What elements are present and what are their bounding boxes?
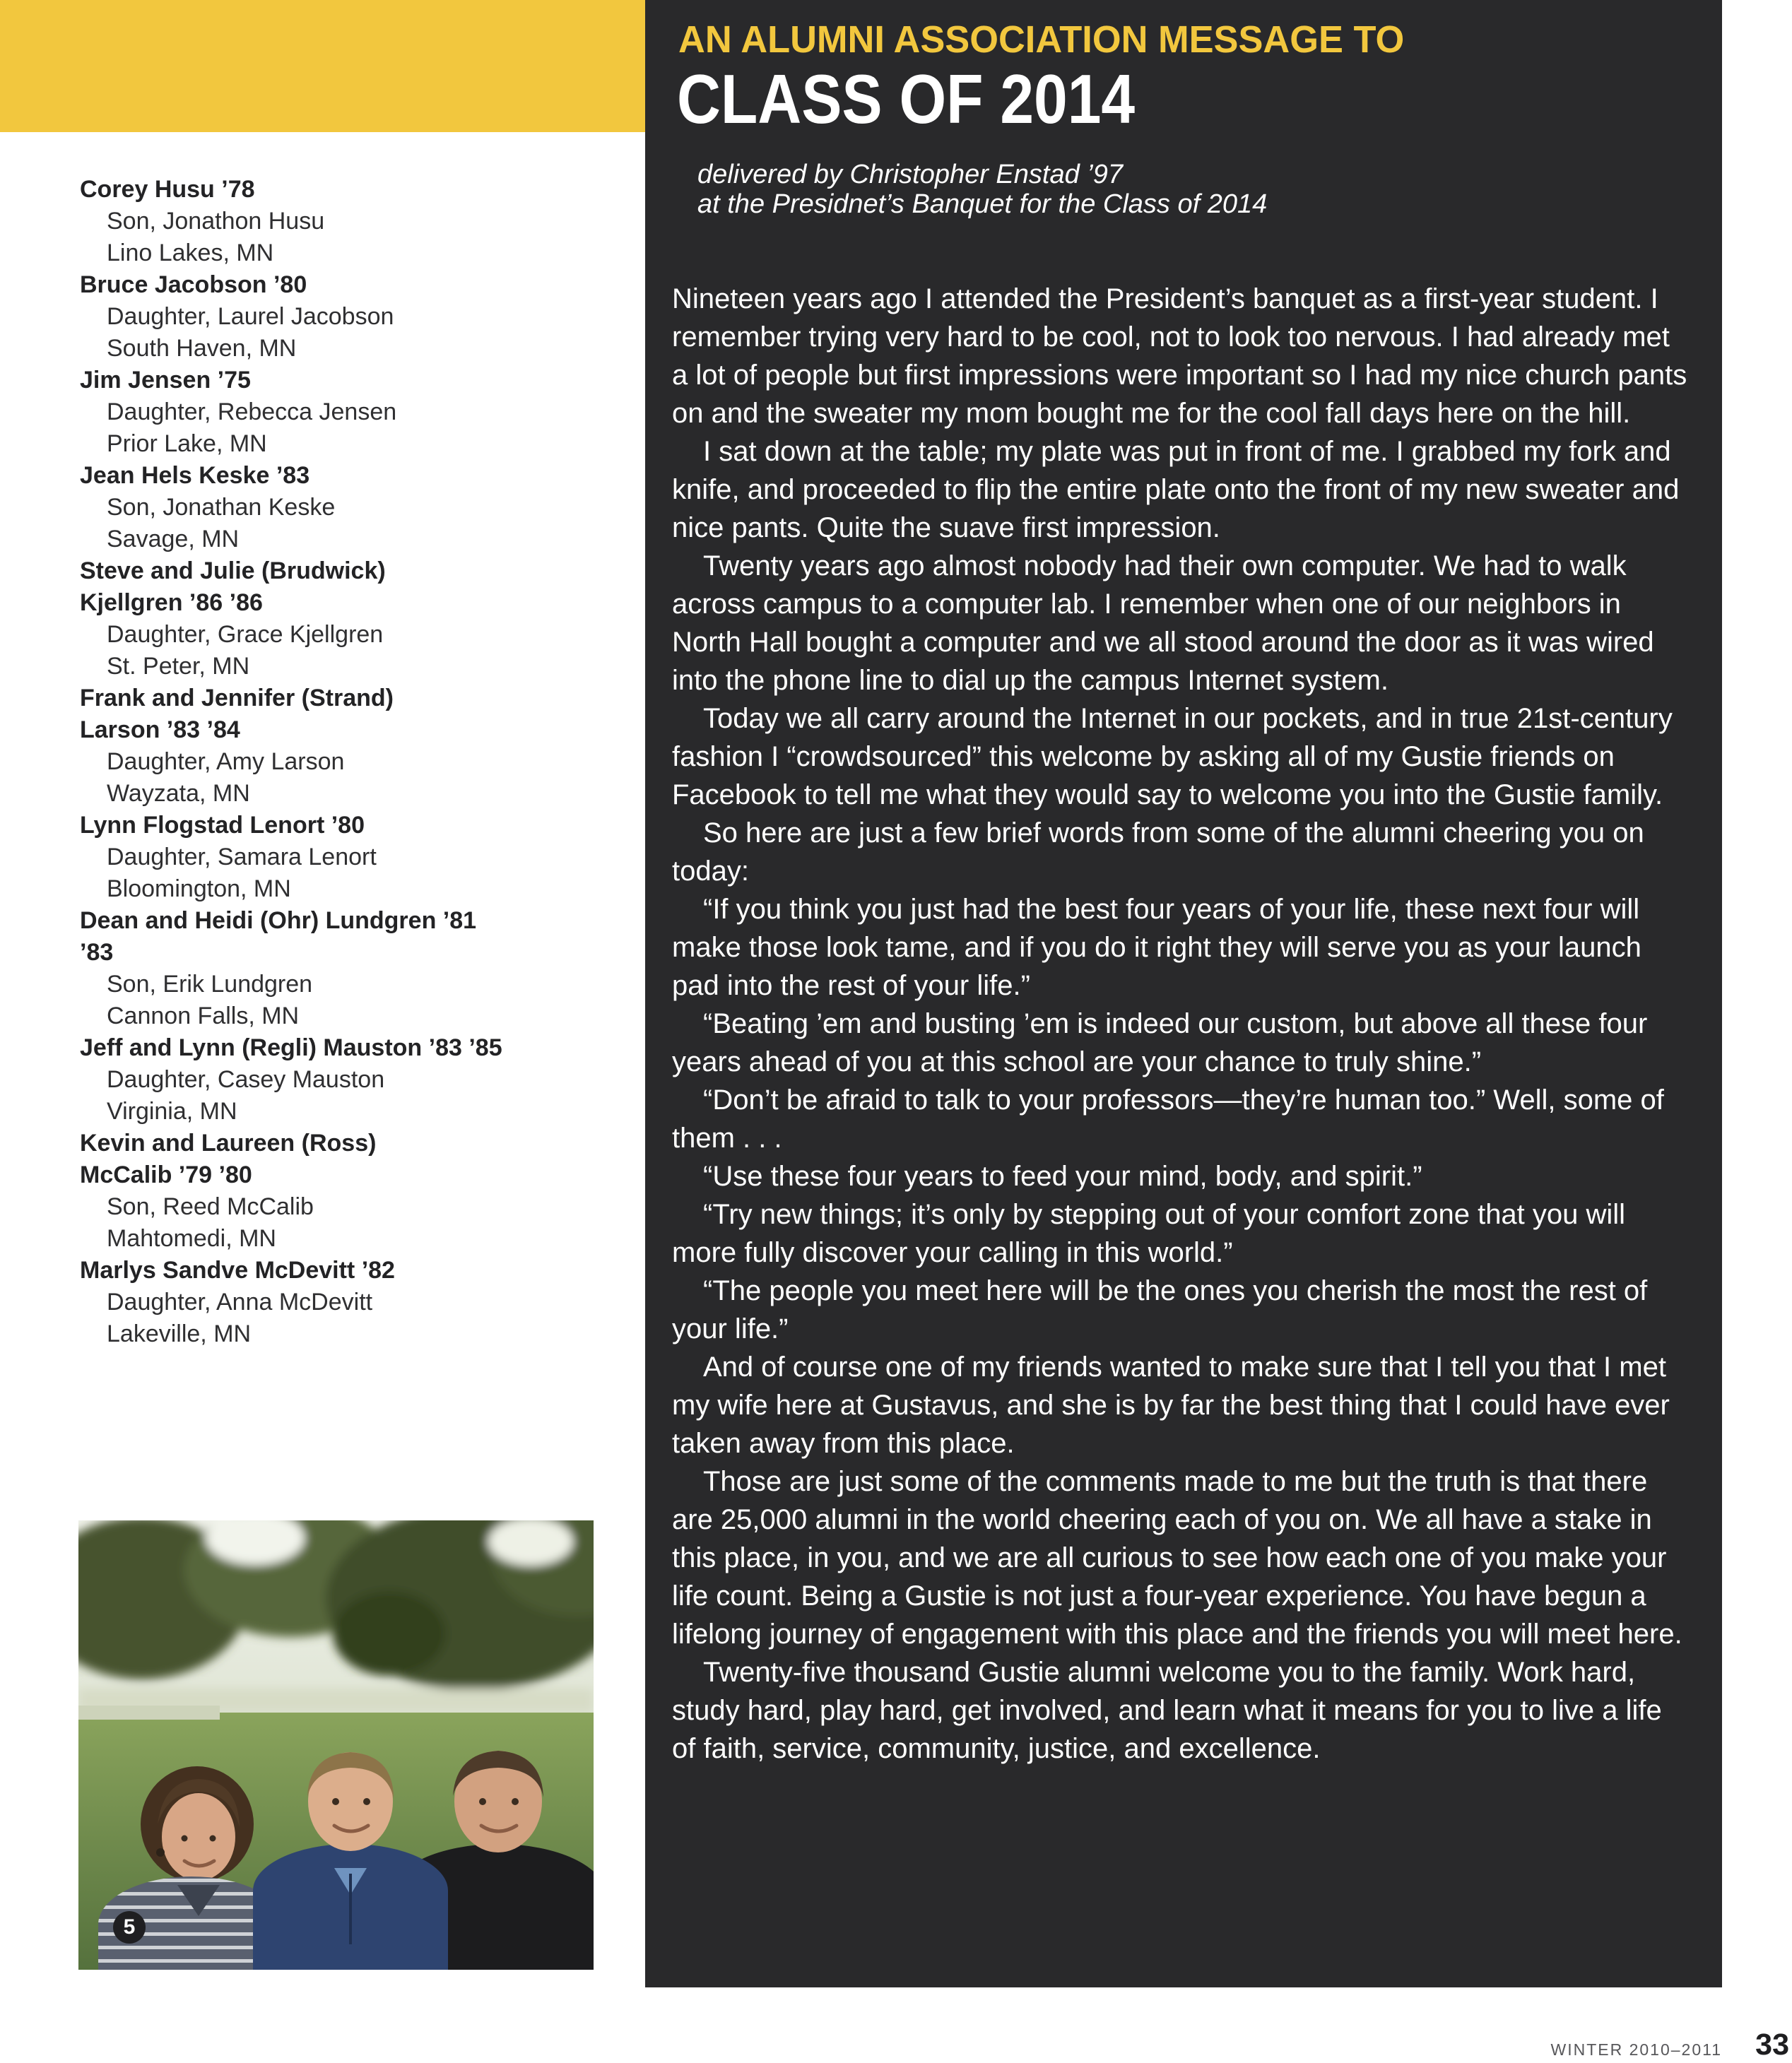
parent-detail-line: South Haven, MN xyxy=(107,335,297,362)
byline-line-2: at the Presidnet’s Banquet for the Class of 2014 xyxy=(697,189,1268,219)
parent-detail-line: Son, Reed McCalib xyxy=(107,1193,314,1220)
parent-detail-line: Son, Erik Lundgren xyxy=(107,971,313,998)
parent-entry xyxy=(80,1255,574,1350)
parent-entry xyxy=(80,269,574,365)
body-paragraph: Those are just some of the comments made to me but the truth is that there are 25,000 alumni in the world cheering each of you on. We all have a stake in this place, in you, and we are all curious to see how each one of you make your life count. Being a Gustie is not just a four-year experience. You have begun a lifelong journey of engagement with this place and the friends you will meet here. xyxy=(672,1466,1682,1650)
parents-list xyxy=(80,174,574,1350)
article-title xyxy=(677,60,1694,138)
parent-detail-line: Cannon Falls, MN xyxy=(107,1003,300,1029)
parent-name-line: McCalib ’79 ’80 xyxy=(80,1161,252,1188)
parent-detail-line: Daughter, Amy Larson xyxy=(107,748,345,775)
article-byline xyxy=(697,160,1694,219)
parent-detail-line: Virginia, MN xyxy=(107,1098,237,1125)
parent-name-line: Lynn Flogstad Lenort ’80 xyxy=(80,812,365,839)
parent-entry xyxy=(80,365,574,460)
parent-entry xyxy=(80,555,574,682)
parent-detail-line: Son, Jonathon Husu xyxy=(107,208,325,235)
body-paragraph: “The people you meet here will be the ones you cherish the most the rest of your life.” xyxy=(672,1275,1648,1344)
body-paragraph: “Try new things; it’s only by stepping out of your comfort zone that you will more fully discover your calling in this world.” xyxy=(672,1199,1626,1268)
parent-name-line: Corey Husu ’78 xyxy=(80,176,255,203)
parent-detail-line: St. Peter, MN xyxy=(107,653,250,680)
parent-name-line: Jim Jensen ’75 xyxy=(80,367,251,394)
parent-detail-line: Daughter, Casey Mauston xyxy=(107,1066,385,1093)
parent-name-line: Frank and Jennifer (Strand) xyxy=(80,685,394,711)
parent-entry xyxy=(80,174,574,269)
parent-name-line: Dean and Heidi (Ohr) Lundgren ’81 xyxy=(80,907,477,934)
parent-entry xyxy=(80,1032,574,1128)
article-title-text: CLASS OF 2014 xyxy=(677,60,1136,138)
parent-entry xyxy=(80,1128,574,1255)
parent-detail-line: Daughter, Rebecca Jensen xyxy=(107,398,397,425)
body-paragraph: Twenty years ago almost nobody had their own computer. We had to walk across campus to a computer lab. I remember when one of our neighbors in North Hall bought a computer and we all stood around the door as it was wired into the phone line to dial up the campus Internet system. xyxy=(672,550,1654,696)
yellow-accent-block xyxy=(0,0,645,132)
family-photo-illustration xyxy=(78,1520,594,1970)
parent-detail-line: Daughter, Laurel Jacobson xyxy=(107,303,394,330)
parent-detail-line: Daughter, Anna McDevitt xyxy=(107,1289,373,1316)
byline-line-1: delivered by Christopher Enstad ’97 xyxy=(697,160,1124,189)
body-paragraph: “If you think you just had the best four years of your life, these next four will make those look tame, and if you do it right they will serve you as your launch pad into the rest of your life.” xyxy=(672,894,1641,1001)
article-body xyxy=(672,280,1692,1768)
parent-detail-line: Prior Lake, MN xyxy=(107,430,267,457)
parent-entry xyxy=(80,810,574,905)
parent-name-line: Kjellgren ’86 ’86 xyxy=(80,589,263,616)
family-photo xyxy=(78,1520,594,1970)
parent-name-line: Kevin and Laureen (Ross) xyxy=(80,1130,377,1157)
parent-detail-line: Daughter, Samara Lenort xyxy=(107,844,377,870)
body-paragraph: Today we all carry around the Internet in our pockets, and in true 21st-century fashion I “crowdsourced” this welcome by asking all of my Gustie friends on Facebook to tell me what they would say to welcome you into the Gustie family. xyxy=(672,703,1673,810)
parent-entry xyxy=(80,682,574,810)
body-paragraph: And of course one of my friends wanted to make sure that I tell you that I met my wife here at Gustavus, and she is by far the best thing that I could have ever taken away from this place. xyxy=(672,1352,1670,1459)
page-number: 33 xyxy=(1755,2028,1789,2062)
parent-detail-line: Savage, MN xyxy=(107,526,240,552)
parent-detail-line: Mahtomedi, MN xyxy=(107,1225,276,1252)
article-eyebrow xyxy=(678,18,1694,61)
body-paragraph: “Use these four years to feed your mind, body, and spirit.” xyxy=(703,1161,1422,1192)
parent-detail-line: Wayzata, MN xyxy=(107,780,250,807)
parent-name-line: Jeff and Lynn (Regli) Mauston ’83 ’85 xyxy=(80,1034,502,1061)
parent-detail-line: Daughter, Grace Kjellgren xyxy=(107,621,384,648)
footer-issue-label: WINTER 2010–2011 xyxy=(1550,2040,1722,2059)
parent-detail-line: Bloomington, MN xyxy=(107,875,291,902)
parent-entry xyxy=(80,905,574,1032)
parent-name-line: Jean Hels Keske ’83 xyxy=(80,462,310,489)
photo-number-badge: 5 xyxy=(113,1911,146,1944)
parent-detail-line: Lakeville, MN xyxy=(107,1320,252,1347)
parent-name-line: Marlys Sandve McDevitt ’82 xyxy=(80,1257,395,1284)
parent-entry xyxy=(80,460,574,555)
parent-name-line: ’83 xyxy=(80,939,114,966)
body-paragraph: “Don’t be afraid to talk to your professors—they’re human too.” Well, some of them . . . xyxy=(672,1084,1664,1154)
body-paragraph: “Beating ’em and busting ’em is indeed our custom, but above all these four years ahead of you at this school are your chance to truly shine.” xyxy=(672,1008,1648,1077)
body-paragraph: Twenty-five thousand Gustie alumni welcome you to the family. Work hard, study hard, play hard, get involved, and learn what it means for you to live a life of faith, service, community, justice, and excellence. xyxy=(672,1657,1662,1764)
parent-name-line: Steve and Julie (Brudwick) xyxy=(80,557,386,584)
parent-name-line: Bruce Jacobson ’80 xyxy=(80,271,307,298)
body-paragraph: Nineteen years ago I attended the President’s banquet as a first-year student. I remember trying very hard to be cool, not to look too nervous. I had already met a lot of people but first impressions were important so I had my nice church pants on and the sweater my mom bought me for the cool fall days here on the hill. xyxy=(672,283,1687,429)
article-panel xyxy=(645,0,1722,1987)
body-paragraph: So here are just a few brief words from some of the alumni cheering you on today: xyxy=(672,817,1644,887)
body-paragraph: I sat down at the table; my plate was put in front of me. I grabbed my fork and knife, and proceeded to flip the entire plate onto the front of my new sweater and nice pants. Quite the suave first impression. xyxy=(672,436,1680,543)
article-eyebrow-text: AN ALUMNI ASSOCIATION MESSAGE TO xyxy=(678,18,1405,61)
parent-name-line: Larson ’83 ’84 xyxy=(80,716,240,743)
parent-detail-line: Son, Jonathan Keske xyxy=(107,494,336,521)
parent-detail-line: Lino Lakes, MN xyxy=(107,240,274,266)
